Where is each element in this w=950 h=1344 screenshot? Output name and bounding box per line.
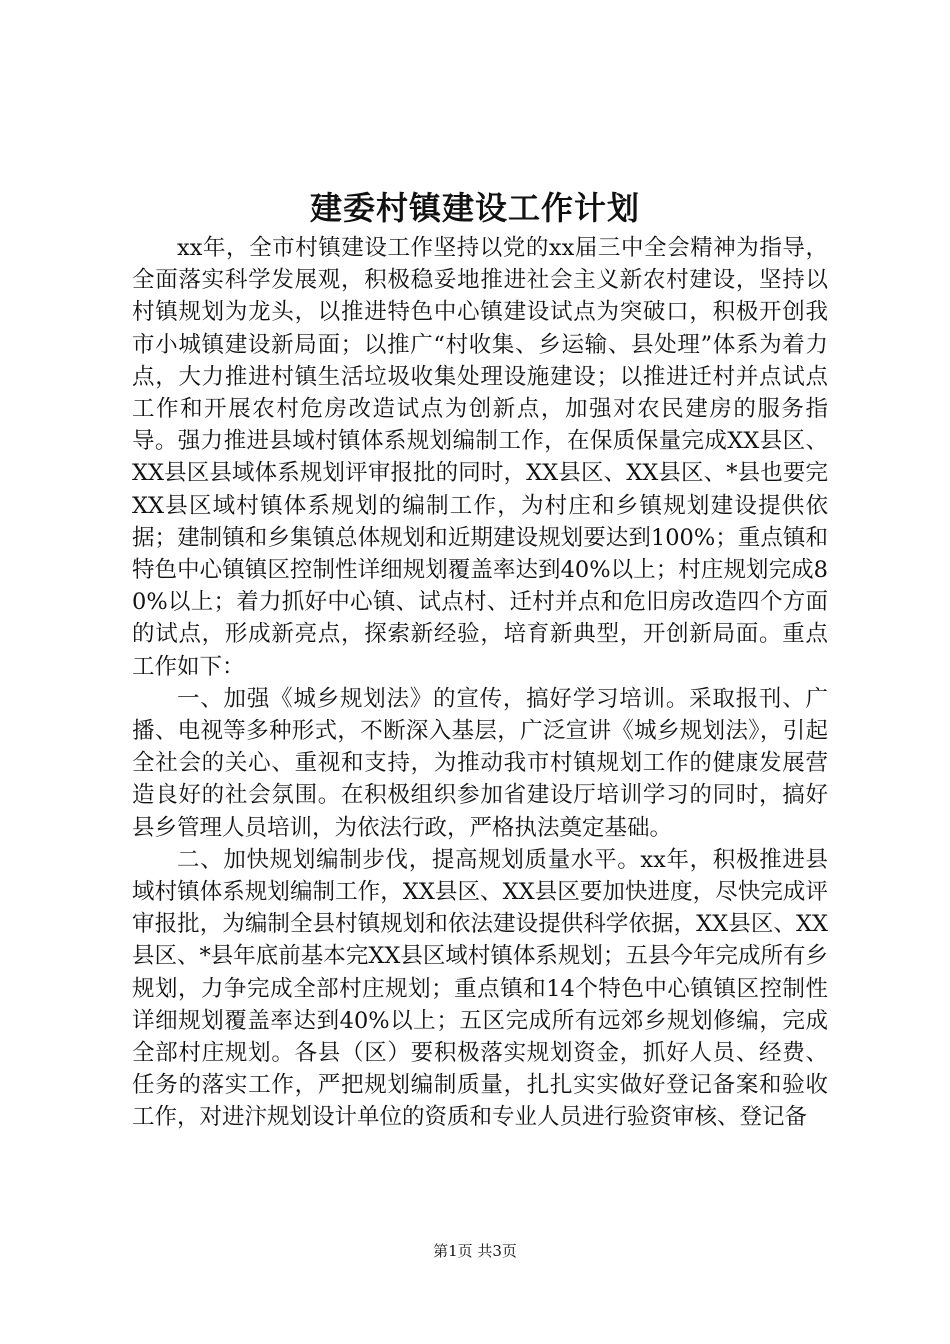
document-body	[132, 232, 828, 1134]
section-one-paragraph: 一、加强《城乡规划法》的宣传，搞好学习培训。采取报刊、广播、电视等多种形式，不断深入基层，广泛宣讲《城乡规划法》，引起全社会的关心、重视和支持，为推动我市村镇规划工作的健康发展营造良好的社会氛围。在积极组织参加省建设厅培训学习的同时，搞好县乡管理人员培训，为依法行政，严格执法奠定基础。	[132, 685, 828, 841]
section-two-paragraph: 二、加快规划编制步伐，提高规划质量水平。xx年，积极推进县域村镇体系规划编制工作，XX县区、XX县区要加快进度，尽快完成评审报批，为编制全县村镇规划和依法建设提供科学依据，XX县区、XX县区、*县年底前基本完XX县区域村镇体系规划；五县今年完成所有乡规划，力争完成全部村庄规划；重点镇和14个特色中心镇镇区控制性详细规划覆盖率达到40%以上；五区完成所有远郊乡规划修编，完成全部村庄规划。各县（区）要积极落实规划资金，抓好人员、经费、任务的落实工作，严把规划编制质量，扎扎实实做好登记备案和验收工作，对进汴规划设计单位的资质和专业人员进行验资审核、登记备	[132, 846, 828, 1131]
page-footer: 第1页 共3页	[433, 1242, 517, 1260]
document-title: 建委村镇建设工作计划	[309, 189, 640, 227]
intro-paragraph: xx年，全市村镇建设工作坚持以党的xx届三中全会精神为指导，全面落实科学发展观，积极稳妥地推进社会主义新农村建设，坚持以村镇规划为龙头，以推进特色中心镇建设试点为突破口，积极开创我市小城镇建设新局面；以推广“村收集、乡运输、县处理”体系为着力点，大力推进村镇生活垃圾收集处理设施建设；以推进迁村并点试点工作和开展农村危房改造试点为创新点，加强对农民建房的服务指导。强力推进县域村镇体系规划编制工作，在保质保量完成XX县区、XX县区县域体系规划评审报批的同时，XX县区、XX县区、*县也要完XX县区域村镇体系规划的编制工作，为村庄和乡镇规划建设提供依据；建制镇和乡集镇总体规划和近期建设规划要达到100%；重点镇和特色中心镇镇区控制性详细规划覆盖率达到40%以上；村庄规划完成80%以上；着力抓好中心镇、试点村、迁村并点和危旧房改造四个方面的试点，形成新亮点，探索新经验，培育新典型，开创新局面。重点工作如下：	[132, 235, 828, 680]
